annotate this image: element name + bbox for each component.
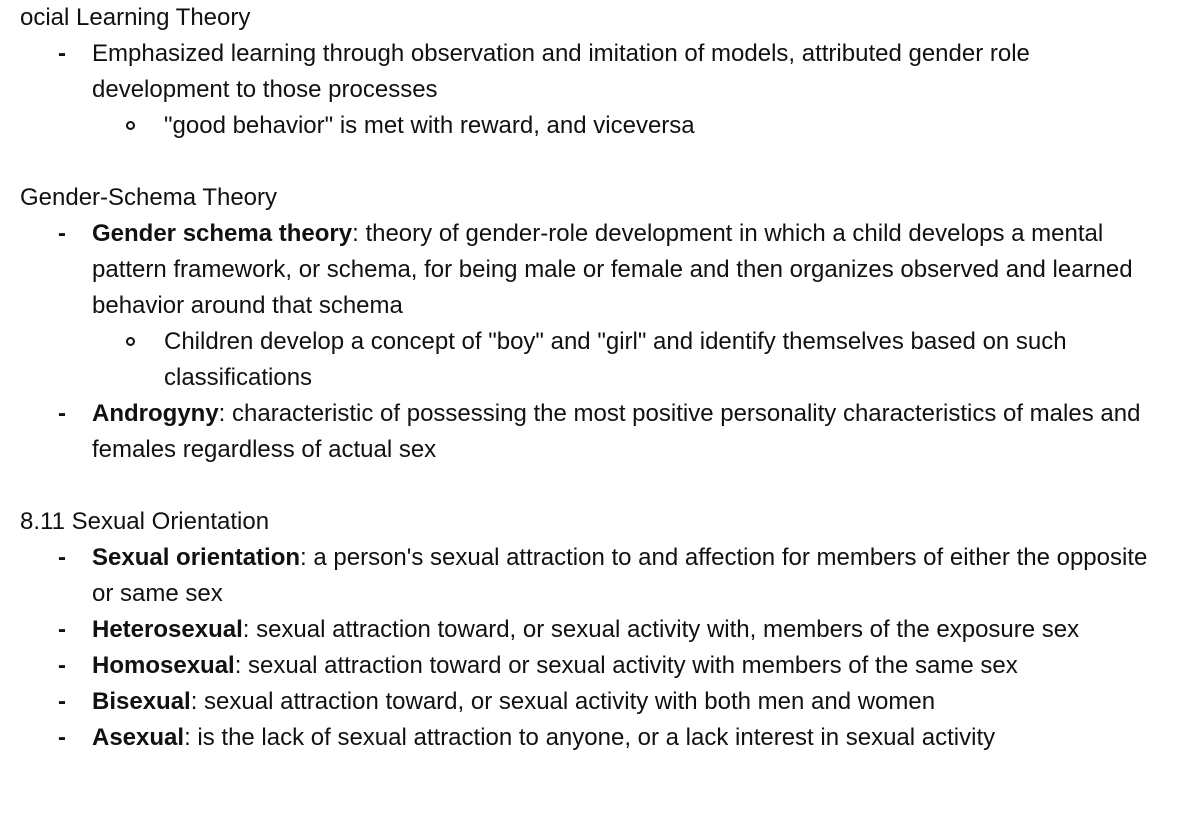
list-item: [20, 36, 1170, 144]
dash-bullet-icon: -: [58, 400, 66, 427]
section-sexual-orientation: [20, 504, 1170, 756]
sub-list-item: [92, 108, 1170, 144]
hollow-circle-bullet-icon: [126, 121, 135, 130]
definition-text: : sexual attraction toward, or sexual activity with, members of the exposure sex: [242, 616, 1080, 643]
sub-list: [92, 324, 1170, 396]
bullet-list: [20, 36, 1170, 144]
hollow-circle-bullet-icon: [126, 337, 135, 346]
blank-line: [20, 468, 1170, 504]
definition-text: : characteristic of possessing the most positive personality characteristics of males and females regardless of actual sex: [92, 400, 1141, 463]
dash-bullet-icon: -: [58, 40, 66, 67]
section-title: Gender-Schema Theory: [20, 184, 278, 211]
list-item: [20, 216, 1170, 396]
term: Bisexual: [92, 688, 191, 715]
sub-item-text: Children develop a concept of "boy" and "girl" and identify themselves based on such classifications: [164, 328, 1067, 391]
list-item: [20, 648, 1170, 684]
section-gender-schema-theory: [20, 180, 1170, 468]
dash-bullet-icon: -: [58, 220, 66, 247]
term: Androgyny: [92, 400, 219, 427]
dash-bullet-icon: -: [58, 652, 66, 679]
section-title: 8.11 Sexual Orientation: [20, 508, 270, 535]
sub-list: [92, 108, 1170, 144]
dash-bullet-icon: -: [58, 688, 66, 715]
list-item: [20, 396, 1170, 468]
dash-bullet-icon: -: [58, 544, 66, 571]
term: Gender schema theory: [92, 220, 353, 247]
dash-bullet-icon: -: [58, 724, 66, 751]
sub-list-item: [92, 324, 1170, 396]
definition-text: : a person's sexual attraction to and affection for members of either the opposite or same sex: [92, 544, 1148, 607]
section-title: ocial Learning Theory: [20, 4, 251, 31]
term: Sexual orientation: [92, 544, 301, 571]
term: Homosexual: [92, 652, 235, 679]
bullet-list: [20, 540, 1170, 756]
term: Asexual: [92, 724, 185, 751]
term: Heterosexual: [92, 616, 243, 643]
document-body: [20, 0, 1170, 756]
bullet-list: [20, 216, 1170, 468]
definition-text: Emphasized learning through observation and imitation of models, attributed gender role development to those processes: [92, 40, 1030, 103]
blank-line: [20, 144, 1170, 180]
sub-item-text: "good behavior" is met with reward, and viceversa: [164, 112, 695, 139]
list-item: [20, 540, 1170, 612]
definition-text: : is the lack of sexual attraction to anyone, or a lack interest in sexual activity: [184, 724, 996, 751]
definition-text: : sexual attraction toward or sexual activity with members of the same sex: [234, 652, 1018, 679]
dash-bullet-icon: -: [58, 616, 66, 643]
definition-text: : theory of gender-role development in which a child develops a mental pattern framework, or schema, for being male or female and then organizes observed and learned behavior around that schema: [92, 220, 1133, 319]
list-item: [20, 684, 1170, 720]
section-social-learning-theory: [20, 0, 1170, 144]
list-item: [20, 612, 1170, 648]
definition-text: : sexual attraction toward, or sexual activity with both men and women: [190, 688, 936, 715]
list-item: [20, 720, 1170, 756]
